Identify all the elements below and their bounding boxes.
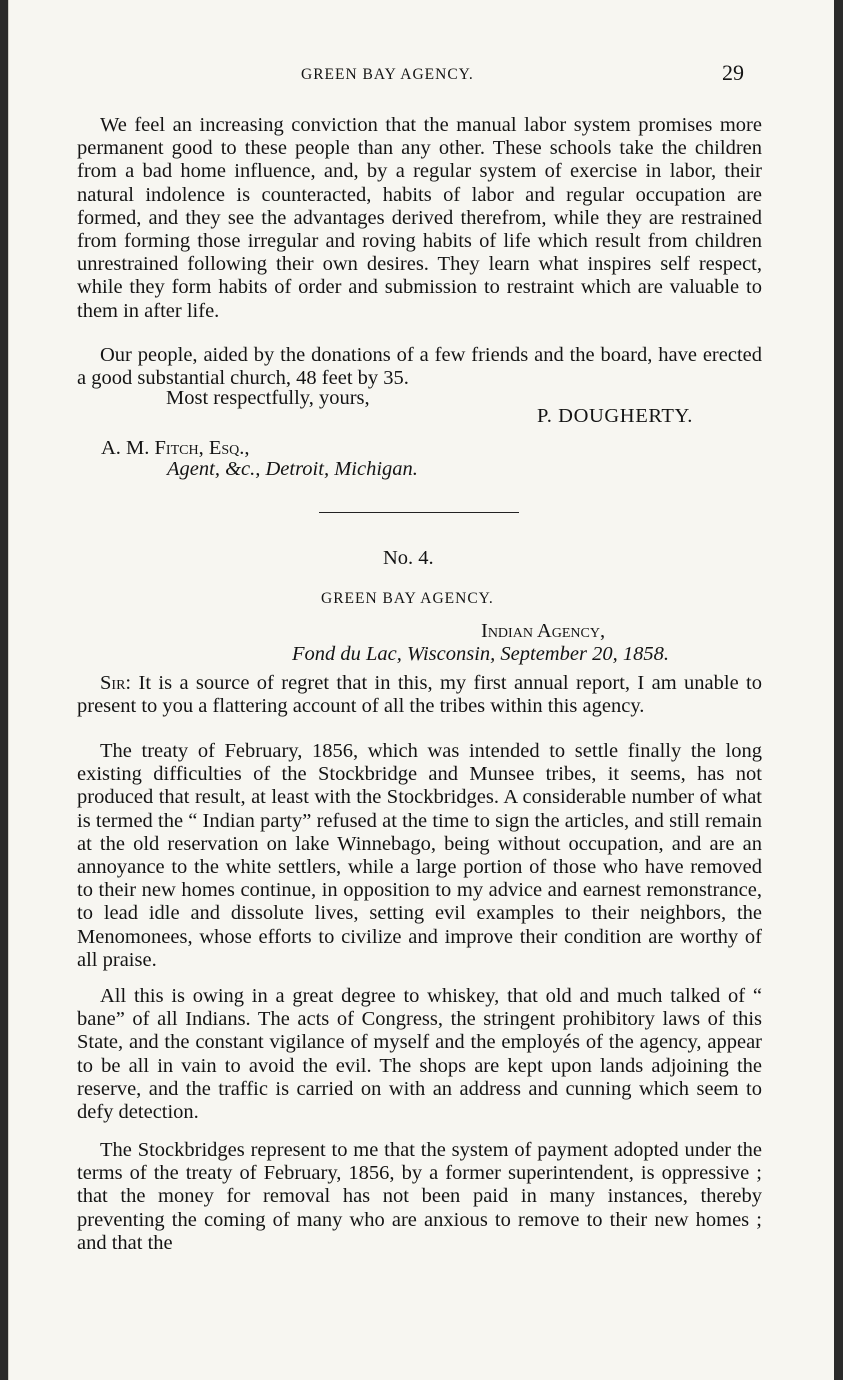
paragraph-text: It is a source of regret that in this, my first annual report, I am unable to present to you a flattering account of all the tribes within this agency. (77, 672, 763, 718)
document-page (8, 0, 834, 1380)
paragraph: The treaty of February, 1856, which was intended to settle finally the long existing difficulties of the Stockbridge and Munsee tribes, it seems, has not produced that result, at least with the Stockbridges. A considerable number of what is termed the “ Indian party” refused at the time to sign the articles, and still remain at the old reservation on lake Winnebago, being without occupation, and are an annoyance to the white settlers, while a large portion of those who have removed to their new homes continue, in opposition to my advice and earnest remonstrance, to lead idle and dissolute lives, setting evil examples to their neighbors, the Menomonees, whose efforts to civilize and improve their condition are worthy of all praise. (77, 740, 762, 971)
paragraph: Our people, aided by the donations of a few friends and the board, have erected a good substantial church, 48 feet by 35. (77, 344, 762, 390)
dateline-place-date: Fond du Lac, Wisconsin, September 20, 1858. (292, 643, 669, 665)
salutation: Sir: (100, 672, 132, 694)
document-number: No. 4. (383, 547, 434, 569)
dateline-office: Indian Agency, (481, 620, 606, 642)
page-number: 29 (722, 60, 744, 85)
paragraph: The Stockbridges represent to me that the system of payment adopted under the terms of the treaty of February, 1856, by a former superintendent, is oppressive ; that the money for removal has not been paid in many instances, thereby preventing the coming of many who are anxious to remove to their new homes ; and that the (77, 1139, 762, 1254)
addressee-title: Agent, &c., Detroit, Michigan. (167, 458, 418, 480)
divider-rule (319, 512, 519, 513)
signature: P. DOUGHERTY. (537, 405, 693, 427)
paragraph (77, 672, 762, 718)
running-head: GREEN BAY AGENCY. (301, 66, 474, 83)
closing: Most respectfully, yours, (166, 387, 370, 409)
addressee-name: A. M. Fitch, Esq., (101, 437, 250, 459)
paragraph: We feel an increasing conviction that the manual labor system promises more permanent good to these people than any other. These schools take the children from a bad home influence, and, by a regular system of exercise in labor, their natural indolence is counteracted, habits of labor and regular occupation are formed, and they see the advantages derived therefrom, while they are restrained from forming those irregular and roving habits of life which result from children unrestrained following their own desires. They learn what inspires self respect, while they form habits of order and submission to restraint which are valuable to them in after life. (77, 114, 762, 322)
section-heading: GREEN BAY AGENCY. (321, 590, 494, 607)
paragraph: All this is owing in a great degree to whiskey, that old and much talked of “ bane” of all Indians. The acts of Congress, the stringent prohibitory laws of this State, and the constant vigilance of myself and the employés of the agency, appear to be all in vain to avoid the evil. The shops are kept upon lands adjoining the reserve, and the traffic is carried on with an address and cunning which seem to defy detection. (77, 985, 762, 1124)
